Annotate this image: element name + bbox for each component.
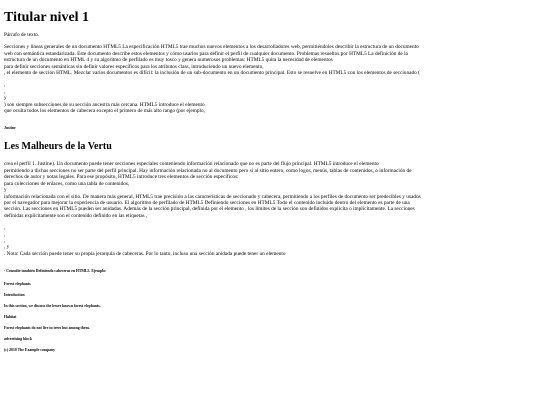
- example-text: Forest elephants do not live in trees but among them.: [4, 326, 90, 331]
- example-title: Forest elephants: [4, 282, 31, 287]
- text-line: . Nota: Cada sección puede tener su propia jerarquía de cabeceras. Por lo tanto, incluso una sección anidada puede tener un elemento: [4, 250, 286, 257]
- small-label: Justine: [4, 126, 16, 131]
- list-item: ,: [4, 231, 6, 238]
- text-line: para definir secciones semánticas sin definir valores específicos para los atributos class, introduciendo un nuevo elemento,: [4, 63, 264, 70]
- text-line: para colecciones de enlaces, como una tabla de contenidos,: [4, 180, 130, 187]
- example-caption: - Consulte también Definiendo cabeceras en HTML5. Ejemplo:: [4, 269, 107, 274]
- heading-level-1: Titular nivel 1: [4, 10, 90, 25]
- heading-level-2: Les Malheurs de la Vertu: [4, 141, 112, 153]
- text-line: Secciones y líneas generales de un documento HTML5 La especificación HTML5 trae muchos nuevos elementos a los desarrolladores web, permitiéndoles describir la estructura de un documento: [4, 44, 419, 51]
- example-block: [4, 269, 536, 353]
- list-item: ,: [4, 88, 6, 95]
- intro-paragraph: Párrafo de texto.: [4, 32, 40, 38]
- list-item: ,: [4, 237, 6, 244]
- text-line: sección. Las secciones en HTML5 pueden ser anidadas. Además de la sección principal, definida por el elemento , los límites de la sección son definidos explícita o implícitamente. La secciones: [4, 206, 415, 213]
- list-item: ,: [4, 82, 6, 89]
- example-footer: (c) 2010 The Example company: [4, 348, 55, 353]
- text-line: ) son siempre subsecciones de su sección ancestra más cercana. HTML5 introduce el elemento: [4, 101, 205, 108]
- list-item: y: [4, 95, 7, 102]
- text-line: por el navegador para mejorar la experiencia de usuario. El algoritmo de perfilado de HTML5 Definiendo secciones en HTML5 Todo el contenido incluido dentro del elemento es parte de una: [4, 199, 410, 206]
- list-item: ,: [4, 225, 6, 232]
- list-item: , y: [4, 244, 10, 251]
- special-sections: [4, 161, 536, 257]
- text-line: crea el perfil 1. Justine). Un documento puede tener secciones especiales conteniendo información relacionado que no es parte del flujo principal. HTML5 introduce el elemento: [4, 161, 379, 168]
- example-subheading: Introduction: [4, 293, 25, 298]
- text-line: permitiendo a dichas secciones no ser parte del perfil principal. Hay información relacionada no al documento pero sí al sitio entero, como logos, menús, tablas de contenidos, o información de: [4, 167, 412, 174]
- example-subheading: Habitat: [4, 315, 17, 320]
- example-text: In this section, we discuss the lesser known forest elephants.: [4, 304, 101, 309]
- text-line: derechos de autor y notas legales. Para ese propósito, HTML5 introduce tres elementos de sección específicos:: [4, 174, 239, 181]
- text-line: y: [4, 187, 7, 194]
- text-line: que oculta todos los elementos de cabecera excepto el primero de más alto rango (por ejemplo,: [4, 108, 205, 115]
- outline-section: [4, 44, 536, 114]
- text-line: estructura de un documento en HTML 4 y su algoritmo de perfilado es muy tosco y genera numerosos problemas: HTML5 quita la necesidad de elementos: [4, 57, 333, 64]
- text-line: web con semántica estandarizada. Este documento describe estos elementos y cómo usarlos para definir el perfil de cualquier documento. Problemas resueltos por HTML5 La definición de la: [4, 50, 408, 57]
- example-aside: advertising block: [4, 337, 32, 342]
- text-line: , el elemento de sección HTML. Mezclar varios documentos es difícil: la inclusión de un sub-documento en un documento principal. Esto se resuelve en HTML5 con los elementos de seccionado (: [4, 70, 420, 77]
- text-line: información relacionada con el sitio. De manera más general, HTML5 trae precisión a las características de seccionado y cabecera, permitiendo a los perfiles de documento ser predecibles y usados: [4, 193, 421, 200]
- text-line: definidas explícitamente son el contenido definido en las etiquetas ,: [4, 212, 148, 219]
